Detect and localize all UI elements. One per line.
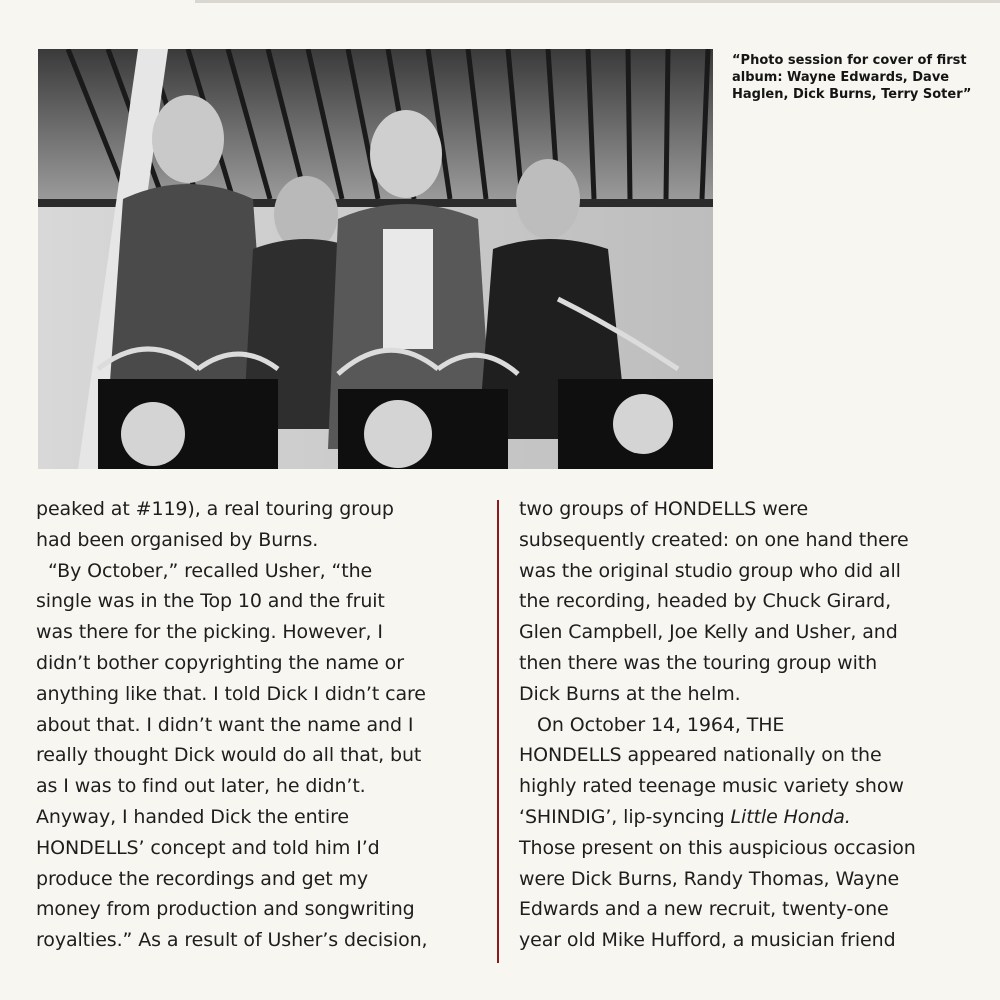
text-line: HONDELLS appeared nationally on the xyxy=(519,744,882,767)
text-line: “By October,” recalled Usher, “the xyxy=(48,559,373,582)
text-line: money from production and songwriting xyxy=(36,898,415,921)
caption-line: album: Wayne Edwards, Dave xyxy=(732,70,950,85)
band-photo-icon xyxy=(38,49,713,469)
text-line: really thought Dick would do all that, but xyxy=(36,744,422,767)
column-divider xyxy=(497,500,499,963)
text-line: about that. I didn’t want the name and I xyxy=(36,713,414,736)
text-line: Edwards and a new recruit, twenty-one xyxy=(519,898,889,921)
text-line: year old Mike Hufford, a musician friend xyxy=(519,929,896,952)
text-line xyxy=(519,802,967,833)
text-line: Dick Burns at the helm. xyxy=(519,682,741,705)
right-column xyxy=(519,494,967,956)
text-line: highly rated teenage music variety show xyxy=(519,775,904,798)
text-line: Those present on this auspicious occasion xyxy=(519,836,916,859)
text-line: didn’t bother copyrighting the name or xyxy=(36,651,404,674)
text-line: single was in the Top 10 and the fruit xyxy=(36,590,385,613)
show-name-text: ‘SHINDIG’, lip-syncing xyxy=(519,805,725,828)
song-title: Little Honda. xyxy=(730,805,851,828)
text-line: had been organised by Burns. xyxy=(36,528,319,551)
text-line: was the original studio group who did all xyxy=(519,559,901,582)
caption-line: “Photo session for cover of first xyxy=(732,53,967,68)
left-column xyxy=(36,494,476,956)
text-line: On October 14, 1964, THE xyxy=(537,713,785,736)
top-rule xyxy=(195,0,1000,3)
text-line: was there for the picking. However, I xyxy=(36,621,383,644)
text-line: peaked at #119), a real touring group xyxy=(36,498,394,520)
text-line: two groups of HONDELLS were xyxy=(519,498,809,520)
text-line: the recording, headed by Chuck Girard, xyxy=(519,590,892,613)
band-photo xyxy=(38,49,713,469)
text-line: Glen Campbell, Joe Kelly and Usher, and xyxy=(519,621,898,644)
text-line: Anyway, I handed Dick the entire xyxy=(36,805,349,828)
text-line: anything like that. I told Dick I didn’t care xyxy=(36,682,426,705)
caption-line: Haglen, Dick Burns, Terry Soter” xyxy=(732,87,972,102)
text-line: were Dick Burns, Randy Thomas, Wayne xyxy=(519,867,900,890)
photo-caption xyxy=(732,52,990,103)
text-line: HONDELLS’ concept and told him I’d xyxy=(36,836,380,859)
text-line: produce the recordings and get my xyxy=(36,867,369,890)
text-line: as I was to find out later, he didn’t. xyxy=(36,775,366,798)
text-line: royalties.” As a result of Usher’s decision, xyxy=(36,929,428,952)
text-line: subsequently created: on one hand there xyxy=(519,528,909,551)
text-line: then there was the touring group with xyxy=(519,651,878,674)
